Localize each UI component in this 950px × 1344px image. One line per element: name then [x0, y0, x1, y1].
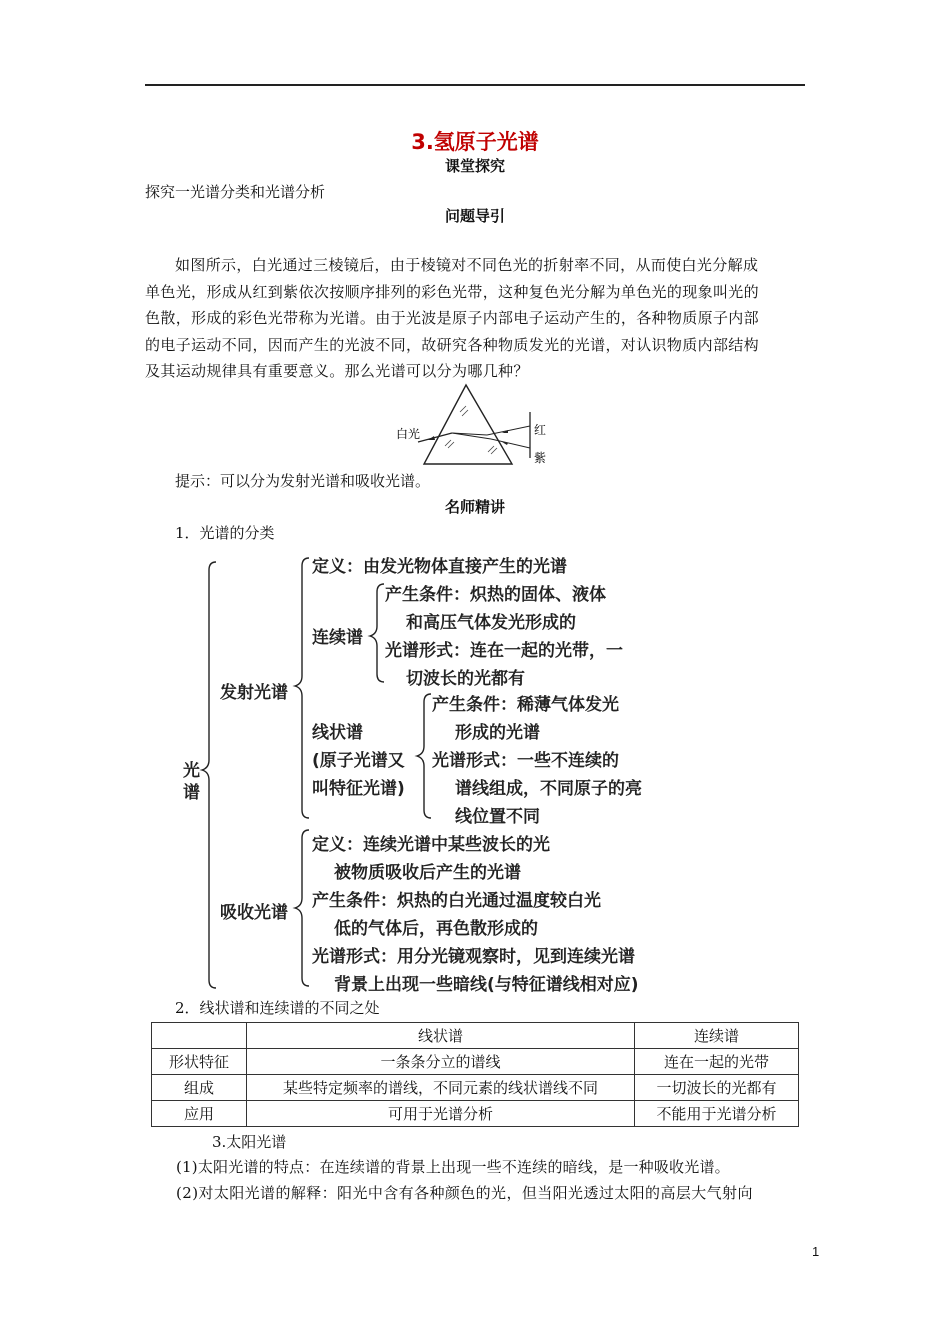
- line-spectrum-line: 产生条件：稀薄气体发光: [432, 695, 619, 715]
- continuous-line: 产生条件：炽热的固体、液体: [385, 585, 606, 605]
- table-cell: 组成: [152, 1075, 247, 1101]
- absorption-line: 光谱形式：用分光镜观察时，见到连续光谱: [312, 947, 635, 967]
- absorption-line: 被物质吸收后产生的光谱: [334, 863, 521, 883]
- hint-text: 提示：可以分为发射光谱和吸收光谱。: [175, 472, 431, 490]
- paragraph-line: 的电子运动不同，因而产生的光波不同，故研究各种物质发光的光谱，对认识物质内部结构: [145, 335, 760, 354]
- prism-shape: [424, 385, 512, 464]
- table-row: [152, 1049, 799, 1075]
- red-ray: [487, 426, 530, 435]
- paragraph-line: 及其运动规律具有重要意义。那么光谱可以分为哪几种？: [145, 362, 529, 380]
- table-row: [152, 1101, 799, 1127]
- absorption-line: 低的气体后，再色散形成的: [334, 919, 538, 939]
- table-cell: 某些特定频率的谱线，不同元素的线状谱线不同: [247, 1075, 635, 1101]
- table-header-cell: 线状谱: [247, 1023, 635, 1049]
- table-cell: 一切波长的光都有: [635, 1075, 799, 1101]
- solar-point1: (1)太阳光谱的特点：在连续谱的背景上出现一些不连续的暗线，是一种吸收光谱。: [176, 1158, 730, 1176]
- page-number: 1: [812, 1244, 820, 1259]
- emission-label: 发射光谱: [220, 683, 288, 703]
- continuous-label: 连续谱: [312, 628, 363, 648]
- line-spectrum-label: 叫特征光谱): [312, 779, 405, 799]
- line-spectrum-line: 光谱形式：一些不连续的: [432, 751, 619, 771]
- emission-definition: 定义：由发光物体直接产生的光谱: [312, 557, 567, 577]
- item1-heading: 1．光谱的分类: [175, 524, 275, 542]
- solar-point2: (2)对太阳光谱的解释：阳光中含有各种颜色的光，但当阳光透过太阳的高层大气射向: [176, 1184, 753, 1202]
- absorption-line: 背景上出现一些暗线(与特征谱线相对应): [334, 975, 639, 995]
- guide-heading: 问题导引: [444, 207, 505, 225]
- paragraph-line: 单色光，形成从红到紫依次按顺序排列的彩色光带，这种复色光分解为单色光的现象叫光的: [145, 282, 760, 301]
- absorption-line: 产生条件：炽热的白光通过温度较白光: [312, 891, 601, 911]
- intro-paragraph: [145, 252, 807, 385]
- red-label: 红: [534, 423, 547, 437]
- table-cell: 应用: [152, 1101, 247, 1127]
- line-spectrum-brace: [417, 694, 431, 818]
- table-header-cell: [152, 1023, 247, 1049]
- item2-heading: 2．线状谱和连续谱的不同之处: [175, 999, 380, 1017]
- table-header-cell: 连续谱: [635, 1023, 799, 1049]
- section1-heading: 探究一光谱分类和光谱分析: [145, 183, 326, 201]
- table-cell: 连在一起的光带: [635, 1049, 799, 1075]
- emission-brace: [295, 558, 309, 818]
- table-cell: 可用于光谱分析: [247, 1101, 635, 1127]
- absorption-line: 定义：连续光谱中某些波长的光: [312, 835, 550, 855]
- continuous-line: 切波长的光都有: [406, 669, 525, 689]
- table-cell: 形状特征: [152, 1049, 247, 1075]
- paragraph-line: 色散，形成的彩色光带称为光谱。由于光波是原子内部电子运动产生的，各种物质原子内部: [145, 309, 760, 327]
- header-rule: [145, 84, 805, 86]
- table-cell: 不能用于光谱分析: [635, 1101, 799, 1127]
- tree-root-label: 光谱: [183, 761, 200, 803]
- continuous-line: 和高压气体发光形成的: [406, 613, 576, 633]
- item3-heading: 3.太阳光谱: [212, 1133, 287, 1151]
- continuous-brace: [370, 584, 384, 682]
- table-row: [152, 1075, 799, 1101]
- table-header-row: [152, 1023, 799, 1049]
- absorption-brace: [295, 830, 309, 986]
- line-spectrum-line: 谱线组成，不同原子的亮: [455, 779, 642, 799]
- ray-arrow: [428, 436, 435, 440]
- page-subtitle: 课堂探究: [444, 157, 505, 175]
- page-title: 3.氢原子光谱: [411, 130, 539, 154]
- continuous-line: 光谱形式：连在一起的光带，一: [385, 641, 623, 661]
- purple-label: 紫: [534, 451, 547, 465]
- prism-figure: [390, 382, 560, 468]
- lecture-heading: 名师精讲: [444, 498, 505, 516]
- absorption-label: 吸收光谱: [220, 903, 288, 923]
- white-light-ray: [418, 433, 452, 442]
- white-light-label: 白光: [396, 427, 421, 441]
- purple-ray: [491, 439, 530, 448]
- table-cell: 一条条分立的谱线: [247, 1049, 635, 1075]
- line-spectrum-line: 形成的光谱: [455, 723, 540, 743]
- comparison-table: [151, 1022, 799, 1127]
- line-spectrum-line: 线位置不同: [455, 807, 540, 827]
- line-spectrum-label: (原子光谱又: [312, 751, 405, 771]
- paragraph-line: 如图所示，白光通过三棱镜后，由于棱镜对不同色光的折射率不同，从而使白光分解成: [175, 256, 759, 274]
- line-spectrum-label: 线状谱: [312, 723, 363, 743]
